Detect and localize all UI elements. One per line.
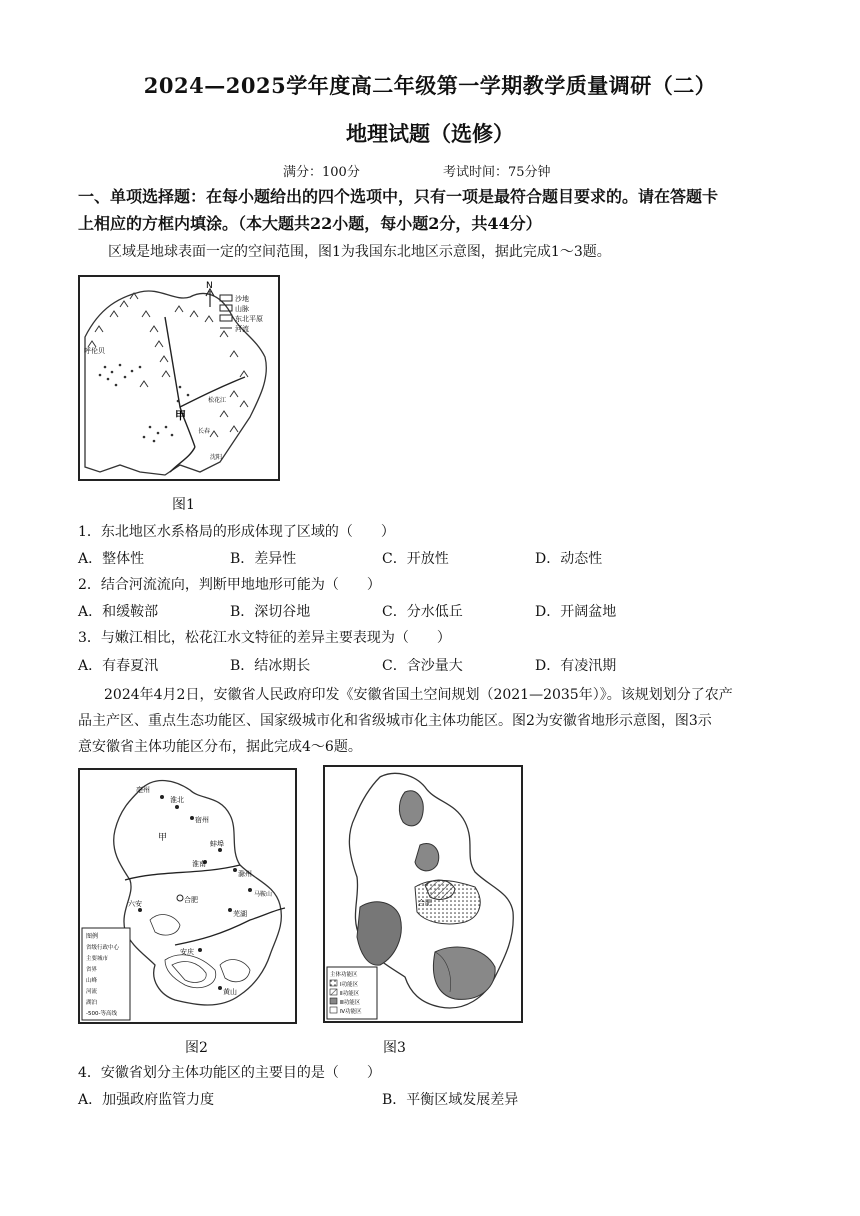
- section-instruction-line2: 上相应的方框内填涂。（本大题共22小题，每小题2分，共44分）: [78, 214, 542, 233]
- svg-text:甲: 甲: [158, 833, 168, 843]
- figure-1-map: [78, 275, 280, 481]
- svg-text:N: N: [206, 281, 213, 291]
- q3-option-a: A．有春夏汛: [78, 658, 159, 674]
- svg-text:安庆: 安庆: [180, 948, 194, 956]
- figure-3-map: [323, 765, 523, 1023]
- figure-1-caption: 图1: [172, 497, 195, 513]
- svg-text:Ⅳ功能区: Ⅳ功能区: [340, 1009, 362, 1015]
- figure-2-caption: 图2: [185, 1040, 208, 1056]
- q4-option-a: A．加强政府监管力度: [78, 1092, 215, 1108]
- figure-1-legend: [220, 294, 263, 333]
- question-1-stem: 1．东北地区水系格局的形成体现了区域的（ ）: [78, 524, 395, 540]
- svg-text:呼伦贝: 呼伦贝: [84, 347, 105, 355]
- q1-option-b: B．差异性: [230, 551, 297, 567]
- svg-text:马鞍山: 马鞍山: [254, 891, 273, 898]
- svg-text:Ⅰ功能区: Ⅰ功能区: [340, 982, 359, 988]
- svg-text:主要城市: 主要城市: [86, 956, 109, 962]
- figure-3-legend: [327, 967, 377, 1019]
- yangtze-river: [175, 908, 285, 945]
- q1-option-d: D．动态性: [535, 551, 603, 567]
- svg-text:合肥: 合肥: [184, 896, 198, 904]
- svg-text:宿州: 宿州: [195, 816, 209, 824]
- full-score: 满分：100分: [283, 165, 360, 180]
- svg-text:蚌埠: 蚌埠: [210, 840, 224, 848]
- svg-text:图例: 图例: [86, 933, 99, 940]
- river-lines: [165, 317, 245, 472]
- northeast-china-map: [80, 277, 278, 479]
- svg-text:沈阳: 沈阳: [210, 454, 223, 461]
- question-3-stem: 3．与嫩江相比，松花江水文特征的差异主要表现为（ ）: [78, 630, 451, 646]
- svg-text:沙地: 沙地: [235, 295, 249, 303]
- exam-title: 2024—2025学年度高二年级第一学期教学质量调研（二）: [143, 73, 717, 98]
- svg-text:-500-等高线: -500-等高线: [86, 1011, 117, 1017]
- svg-text:河流: 河流: [86, 989, 98, 995]
- q3-option-b: B．结冰期长: [230, 658, 311, 674]
- q4-option-b: B．平衡区域发展差异: [382, 1092, 519, 1108]
- q1-option-a: A．整体性: [78, 551, 145, 567]
- intro-4-6-line3: 意安徽省主体功能区分布，据此完成4～6题。: [78, 739, 362, 755]
- svg-text:淮北: 淮北: [170, 796, 184, 804]
- north-arrow-icon: [206, 281, 214, 307]
- exam-time: 考试时间：75分钟: [443, 165, 551, 180]
- intro-4-6-line1: 2024年4月2日，安徽省人民政府印发《安徽省国土空间规划（2021—2035年）》。该规划划分了农产: [104, 687, 733, 703]
- svg-text:东北平原: 东北平原: [235, 315, 263, 323]
- svg-text:Ⅲ功能区: Ⅲ功能区: [340, 1000, 361, 1006]
- svg-text:Ⅱ功能区: Ⅱ功能区: [340, 991, 360, 997]
- svg-text:省级行政中心: 省级行政中心: [86, 945, 120, 951]
- svg-text:淮南: 淮南: [192, 860, 206, 868]
- q2-option-b: B．深切谷地: [230, 604, 311, 620]
- q3-option-c: C．含沙量大: [382, 658, 463, 674]
- svg-text:芜湖: 芜湖: [233, 910, 247, 918]
- anhui-function-zone-map: [325, 767, 521, 1021]
- exam-subtitle: 地理试题（选修）: [346, 121, 514, 146]
- svg-text:亳州: 亳州: [136, 786, 150, 794]
- q2-option-a: A．和缓鞍部: [78, 604, 159, 620]
- svg-text:黄山: 黄山: [223, 988, 237, 996]
- section-instruction-line1: 一、单项选择题：在每小题给出的四个选项中，只有一项是最符合题目要求的。请在答题卡: [78, 187, 719, 206]
- svg-text:山峰: 山峰: [86, 978, 98, 984]
- q1-option-c: C．开放性: [382, 551, 449, 567]
- svg-text:甲: 甲: [175, 409, 186, 422]
- intro-4-6-line2: 品主产区、重点生态功能区、国家级城市化和省级城市化主体功能区。图2为安徽省地形示意图，图3示: [78, 713, 712, 729]
- q3-option-d: D．有凌汛期: [535, 658, 617, 674]
- svg-text:省界: 省界: [86, 967, 98, 973]
- sandy-land-dots: [99, 364, 190, 443]
- svg-text:长春: 长春: [198, 428, 211, 435]
- q2-option-c: C．分水低丘: [382, 604, 463, 620]
- question-2-stem: 2．结合河流流向，判断甲地地形可能为（ ）: [78, 577, 381, 593]
- svg-text:湖泊: 湖泊: [86, 1000, 98, 1006]
- figure-3-caption: 图3: [383, 1040, 406, 1056]
- svg-text:六安: 六安: [128, 900, 142, 908]
- intro-1-3: 区域是地球表面一定的空间范围，图1为我国东北地区示意图，据此完成1～3题。: [108, 244, 611, 260]
- svg-text:主体功能区: 主体功能区: [330, 972, 358, 978]
- svg-text:合肥: 合肥: [418, 899, 432, 907]
- figure-2-legend: [82, 928, 130, 1020]
- svg-text:山脉: 山脉: [235, 305, 249, 313]
- svg-text:滁州: 滁州: [238, 870, 252, 878]
- svg-text:河流: 河流: [235, 325, 249, 333]
- figure-2-map: [78, 768, 297, 1024]
- q2-option-d: D．开阔盆地: [535, 604, 617, 620]
- svg-text:松花江: 松花江: [208, 397, 227, 404]
- huaihe-river: [125, 865, 240, 880]
- anhui-terrain-map: [80, 770, 295, 1022]
- question-4-stem: 4．安徽省划分主体功能区的主要目的是（ ）: [78, 1065, 381, 1081]
